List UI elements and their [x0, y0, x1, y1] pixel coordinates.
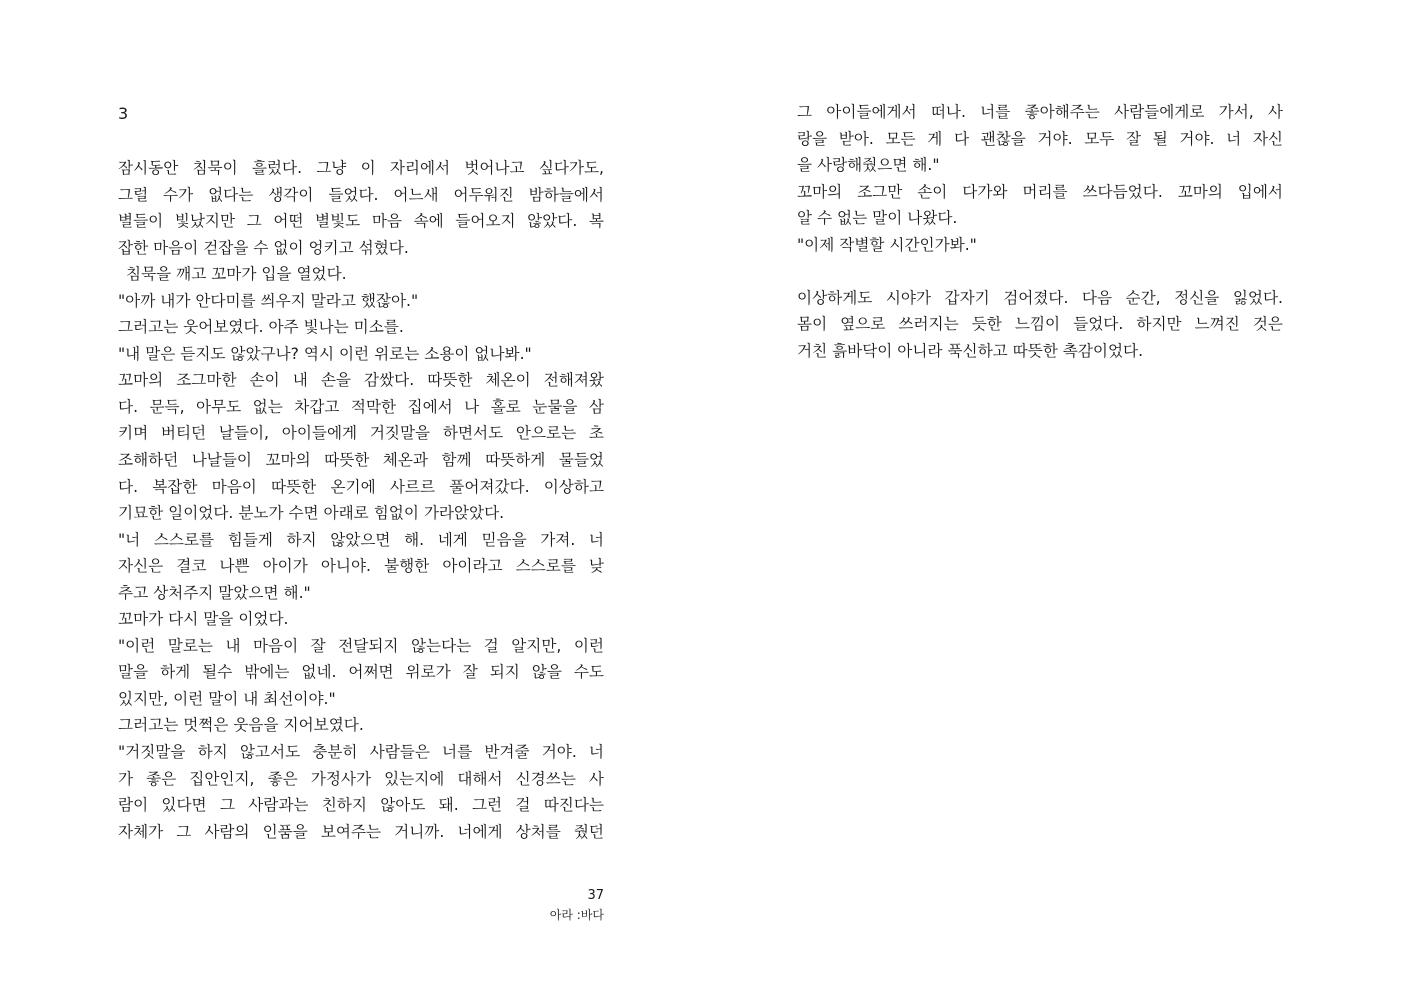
text-line: "너 스스로를 힘들게 하지 않았으면 해. 네게 믿음을 가져. 너 — [118, 530, 604, 549]
text-line: 그러고는 웃어보였다. 아주 빛나는 미소를. — [118, 318, 404, 337]
text-line: 그 아이들에게서 떠나. 너를 좋아해주는 사람들에게로 가서, 사 — [797, 103, 1283, 121]
text-line: 그러고는 멋쩍은 웃음을 지어보였다. — [118, 716, 364, 735]
text-line: 침묵을 깨고 꼬마가 입을 열었다. — [126, 265, 347, 284]
text-line: 알 수 없는 말이 나왔다. — [797, 209, 958, 228]
text-line: 몸이 옆으로 쓰러지는 듯한 느낌이 들었다. 하지만 느껴진 것은 — [797, 315, 1283, 334]
page-number: 37 — [587, 888, 604, 903]
right-body-text — [797, 99, 1283, 364]
text-line: 별들이 빛났지만 그 어떤 별빛도 마음 속에 들어오지 않았다. 복 — [118, 212, 604, 231]
text-line: 이상하게도 시야가 갑자기 검어졌다. 다음 순간, 정신을 잃었다. — [797, 288, 1283, 307]
right-page — [702, 0, 1403, 992]
text-line: 다. 문득, 아무도 없는 차갑고 적막한 집에서 나 홀로 눈물을 삼 — [118, 397, 604, 416]
text-line: 꼬마가 다시 말을 이었다. — [118, 610, 289, 629]
text-line: 있지만, 이런 말이 내 최선이야." — [118, 689, 336, 708]
chapter-number: 3 — [118, 104, 129, 123]
text-line: 꼬마의 조그마한 손이 내 손을 감쌌다. 따뜻한 체온이 전해져왔 — [118, 371, 604, 390]
text-line: 람이 있다면 그 사람과는 친하지 않아도 돼. 그런 걸 따진다는 — [118, 796, 604, 815]
text-line: 자신은 결코 나쁜 아이가 아니야. 불행한 아이라고 스스로를 낮 — [118, 557, 604, 576]
text-line: 가 좋은 집안인지, 좋은 가정사가 있는지에 대해서 신경쓰는 사 — [118, 769, 604, 788]
text-line: "이제 작별할 시간인가봐." — [797, 235, 977, 254]
text-line: 말을 하게 될수 밖에는 없네. 어쩌면 위로가 잘 되지 않을 수도 — [118, 663, 604, 682]
text-line: 기묘한 일이었다. 분노가 수면 아래로 힘없이 가라앉았다. — [118, 504, 505, 523]
paragraph-break — [797, 258, 1283, 285]
text-line: "이런 말로는 내 마음이 잘 전달되지 않는다는 걸 알지만, 이런 — [118, 636, 604, 655]
text-line: 다. 복잡한 마음이 따뜻한 온기에 사르르 풀어져갔다. 이상하고 — [118, 477, 604, 496]
text-line: 그럴 수가 없다는 생각이 들었다. 어느새 어두워진 밤하늘에서 — [118, 185, 604, 204]
text-line: 키며 버티던 날들이, 아이들에게 거짓말을 하면서도 안으로는 초 — [118, 424, 604, 443]
text-line: 잠시동안 침묵이 흘렀다. 그냥 이 자리에서 벗어나고 싶다가도, — [118, 159, 604, 177]
running-footer: 아라 :바다 — [549, 908, 604, 922]
text-line: 조해하던 나날들이 꼬마의 따뜻한 체온과 함께 따뜻하게 물들었 — [118, 451, 604, 470]
text-line: 을 사랑해줬으면 해." — [797, 156, 940, 175]
text-line: 꼬마의 조그만 손이 다가와 머리를 쓰다듬었다. 꼬마의 입에서 — [797, 182, 1283, 201]
text-line: "아까 내가 안다미를 씌우지 말라고 했잖아." — [118, 291, 419, 310]
text-line: 거친 흙바닥이 아니라 푹신하고 따뜻한 촉감이었다. — [797, 341, 1144, 360]
text-line: "내 말은 듣지도 않았구나? 역시 이런 위로는 소용이 없나봐." — [118, 344, 532, 363]
text-line: 자체가 그 사람의 인품을 보여주는 거니까. 너에게 상처를 줬던 — [118, 822, 604, 841]
text-line: 잡한 마음이 걷잡을 수 없이 엉키고 섞혔다. — [118, 238, 409, 257]
left-body-text — [118, 155, 604, 845]
text-line: 추고 상처주지 말았으면 해." — [118, 583, 311, 602]
text-line: 랑을 받아. 모든 게 다 괜찮을 거야. 모두 잘 될 거야. 너 자신 — [797, 129, 1283, 148]
text-line: "거짓말을 하지 않고서도 충분히 사람들은 너를 반겨줄 거야. 너 — [118, 743, 604, 762]
